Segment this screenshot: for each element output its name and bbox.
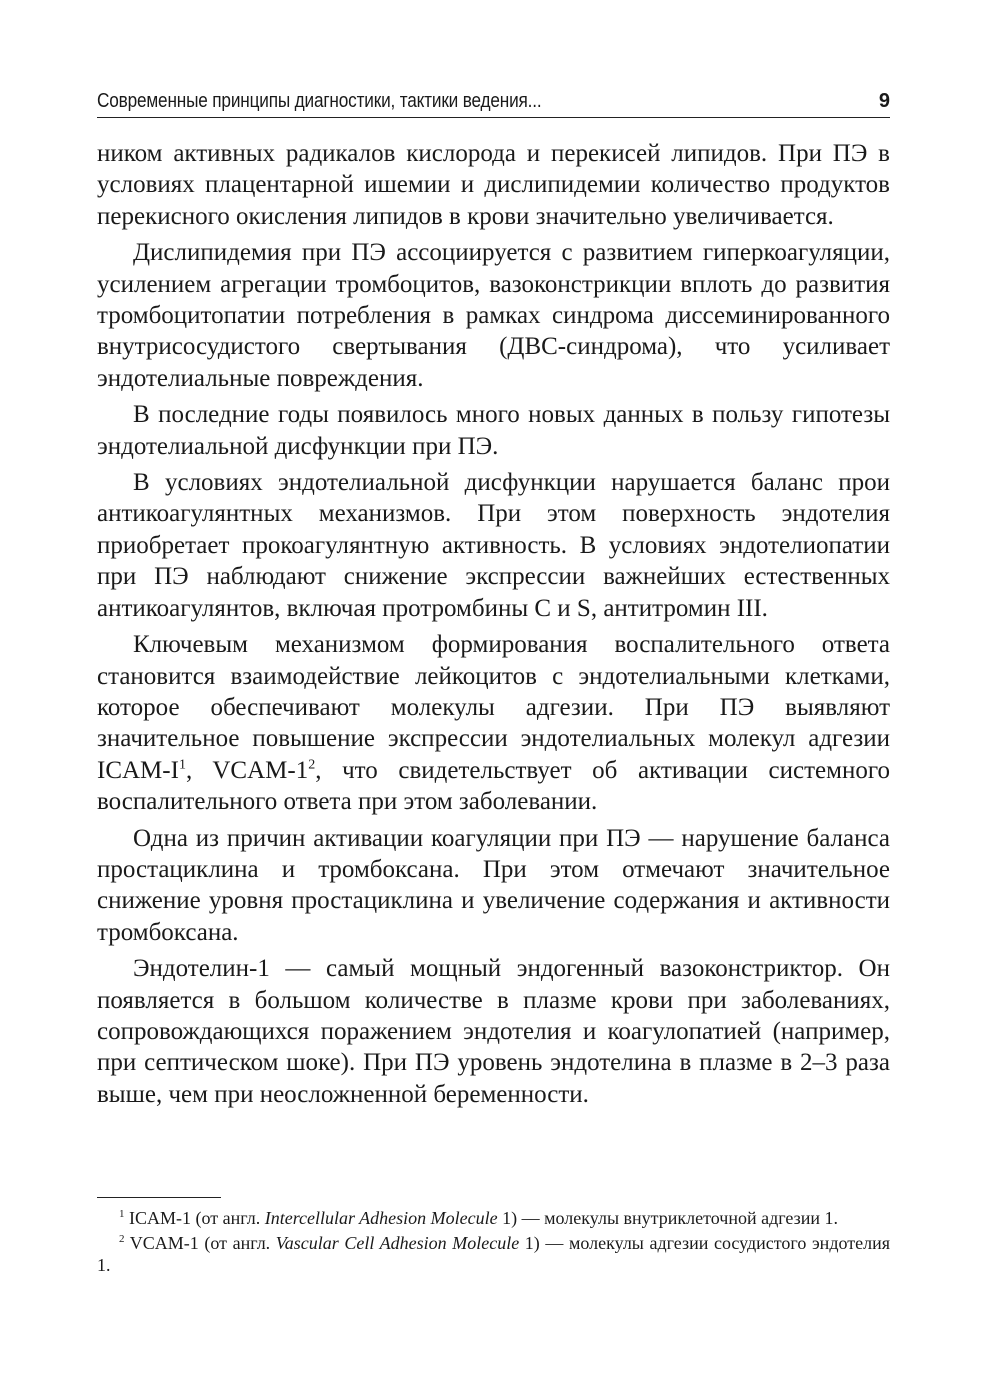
paragraph-endothelial-dysfunction: В условиях эндотелиальной дисфункции нарушается баланс прои антикоагулянтных механизмов. При этом поверхность эндотелия приобретает прокоагулянтную активность. В условиях эндотелиопатии при ПЭ наблюдают снижение экспрессии важнейших естественных антикоагулянтов, включая протромбины C и S, антитромин III.	[97, 469, 890, 622]
footnote-divider	[97, 1197, 221, 1198]
footnote-term: Vascular Cell Adhesion Molecule	[275, 1232, 520, 1253]
footnote-text: 1) — молекулы внутриклеточной адгезии 1.	[497, 1208, 838, 1228]
paragraph-dyslipidemia: Дислипидемия при ПЭ ассоциируется с развитием гиперкоагуляции, усилением агрегации тромбоцитов, вазоконстрикции вплоть до развития тромбоцитопатии потребления в рамках синдрома диссеминированного внутрисосудистого свертывания (ДВС-синдрома), что усиливает эндотелиальные повреждения.	[97, 239, 890, 392]
paragraph-continued: ником активных радикалов кислорода и перекисей липидов. При ПЭ в условиях плацентарной ишемии и дислипидемии количество продуктов перекисного окисления липидов в крови значительно увеличивается.	[97, 140, 890, 230]
body-text	[97, 138, 890, 1115]
book-page	[97, 0, 890, 1400]
page-number: 9	[878, 90, 890, 112]
paragraph-hypothesis: В последние годы появилось много новых данных в пользу гипотезы эндотелиальной дисфункции при ПЭ.	[97, 401, 890, 460]
running-title: Современные принципы диагностики, тактики ведения...	[97, 90, 542, 112]
footnote-marker: 2	[119, 1232, 125, 1245]
footnote-text: ICAM-1 (от англ.	[129, 1208, 265, 1228]
running-header	[97, 88, 890, 118]
paragraph-prostacyclin: Одна из причин активации коагуляции при ПЭ — нарушение баланса простациклина и тромбоксана. При этом отмечают значительное снижение уровня простациклина и увеличение содержания и активности тромбоксана.	[97, 824, 890, 946]
footnote-1	[97, 1207, 890, 1230]
paragraph-text: Ключевым механизмом формирования воспалительного ответа становится взаимодействие лейкоцитов с эндотелиальными клетками, которое обеспечивают молекулы адгезии. При ПЭ выявляют значительное повышение экспрессии эндотелиальных молекул адгезии ICAM-I	[97, 631, 890, 784]
footnote-marker: 1	[119, 1208, 125, 1220]
paragraph-endothelin: Эндотелин-1 — самый мощный эндогенный вазоконстриктор. Он появляется в большом количестве в плазме крови при заболеваниях, сопровождающихся поражением эндотелия и коагулопатией (например, при септическом шоке). При ПЭ уровень эндотелина в плазме в 2–3 раза выше, чем при неосложненной беременности.	[97, 955, 890, 1108]
footnote-text: 1) — молекулы адгезии сосудистого эндотелия 1.	[97, 1232, 890, 1275]
footnote-ref-2[interactable]: 2	[308, 757, 316, 773]
paragraph-text: , VCAM-1	[185, 756, 309, 784]
footnote-term: Intercellular Adhesion Molecule	[264, 1208, 498, 1228]
footnote-text: VCAM-1 (от англ.	[129, 1232, 276, 1253]
paragraph-adhesion-molecules	[97, 629, 890, 817]
footnote-ref-1[interactable]: 1	[178, 757, 186, 773]
paragraph-text: , что свидетельствует об активации системного воспалительного ответа при этом заболевании.	[97, 756, 890, 816]
footnotes	[97, 1207, 890, 1279]
footnote-2	[97, 1232, 890, 1277]
